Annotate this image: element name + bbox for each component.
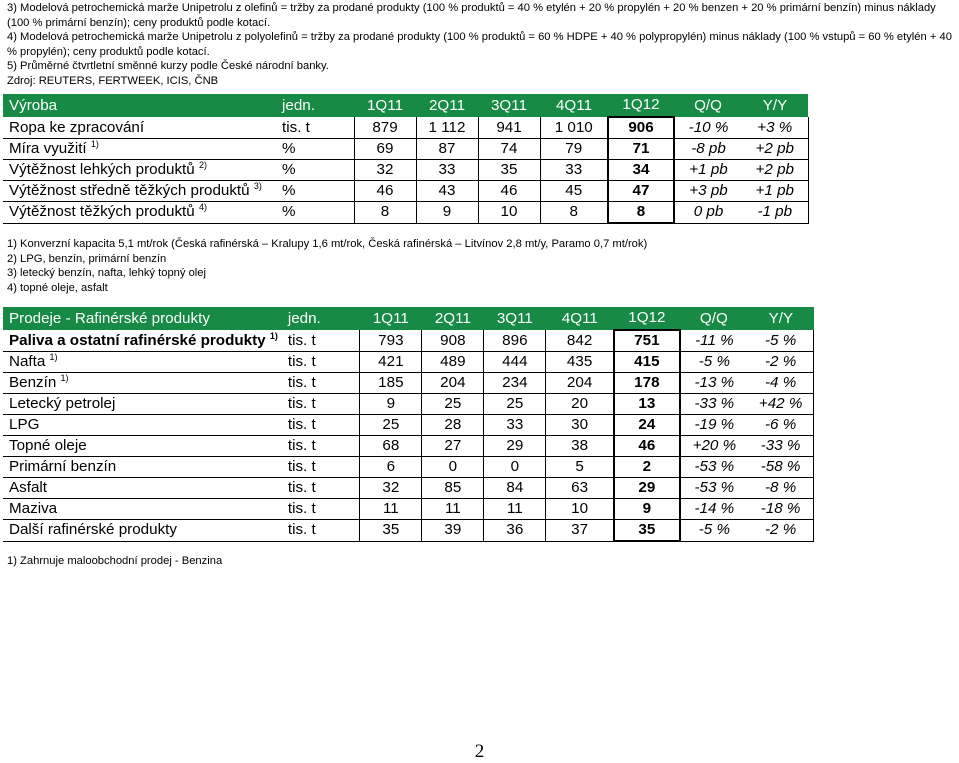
row-label-cell <box>3 415 283 436</box>
header-cell: 3Q11 <box>484 307 546 330</box>
footnote: 2) LPG, benzín, primární benzín <box>7 252 167 265</box>
value-cell: 29 <box>484 436 546 457</box>
header-cell: Q/Q <box>674 94 742 117</box>
header-cell: jedn. <box>283 307 360 330</box>
yoy-change-cell: -18 % <box>748 499 814 520</box>
value-cell: 27 <box>422 436 484 457</box>
yoy-change-cell: -5 % <box>748 330 814 352</box>
row-label-cell <box>3 330 283 352</box>
unit-cell: tis. t <box>283 394 360 415</box>
value-cell: 0 <box>484 457 546 478</box>
value-cell: 32 <box>360 478 422 499</box>
value-cell: 0 <box>422 457 484 478</box>
production-table <box>3 94 809 224</box>
table-row <box>3 202 808 224</box>
qoq-change-cell: -53 % <box>680 457 748 478</box>
qoq-change-cell: +1 pb <box>674 160 742 181</box>
footnote-ref: 2) <box>198 160 207 170</box>
row-label: Asfalt <box>9 479 47 496</box>
table-header-row <box>3 94 808 117</box>
header-cell: Y/Y <box>742 94 808 117</box>
qoq-change-cell: -19 % <box>680 415 748 436</box>
row-label: Další rafinérské produkty <box>9 521 177 539</box>
value-cell: 37 <box>546 520 614 542</box>
value-cell: 204 <box>422 373 484 394</box>
value-cell: 68 <box>360 436 422 457</box>
value-cell: 234 <box>484 373 546 394</box>
table-row <box>3 394 814 415</box>
value-cell: 46 <box>478 181 540 202</box>
current-quarter-cell: 29 <box>614 478 680 499</box>
source-note: Zdroj: REUTERS, FERTWEEK, ICIS, ČNB <box>7 74 219 87</box>
row-label: Primární benzín <box>9 458 117 475</box>
table-row <box>3 160 808 181</box>
footnote-ref: 4) <box>198 202 207 213</box>
value-cell: 11 <box>360 499 422 520</box>
value-cell: 9 <box>416 202 478 224</box>
value-cell: 35 <box>478 160 540 181</box>
table-row <box>3 457 814 478</box>
qoq-change-cell: -14 % <box>680 499 748 520</box>
value-cell: 45 <box>540 181 608 202</box>
footnote: 4) topné oleje, asfalt <box>7 281 108 294</box>
header-cell: 2Q11 <box>416 94 478 117</box>
value-cell: 87 <box>416 139 478 160</box>
value-cell: 32 <box>354 160 416 181</box>
value-cell: 435 <box>546 352 614 373</box>
unit-cell: tis. t <box>283 499 360 520</box>
value-cell: 25 <box>422 394 484 415</box>
value-cell: 879 <box>354 117 416 139</box>
value-cell: 10 <box>546 499 614 520</box>
value-cell: 421 <box>360 352 422 373</box>
value-cell: 69 <box>354 139 416 160</box>
header-cell: 4Q11 <box>540 94 608 117</box>
value-cell: 63 <box>546 478 614 499</box>
sales-footnotes <box>7 554 222 569</box>
value-cell: 30 <box>546 415 614 436</box>
row-label-cell <box>3 520 283 542</box>
page-number: 2 <box>474 741 485 762</box>
top-footnotes <box>7 1 955 89</box>
current-quarter-cell: 415 <box>614 352 680 373</box>
table-row <box>3 139 808 160</box>
value-cell: 33 <box>416 160 478 181</box>
value-cell: 185 <box>360 373 422 394</box>
row-label-cell <box>3 117 277 139</box>
footnote-ref: 1) <box>49 352 58 362</box>
table-row <box>3 330 814 352</box>
table-row <box>3 415 814 436</box>
value-cell: 8 <box>354 202 416 224</box>
value-cell: 85 <box>422 478 484 499</box>
row-label-cell <box>3 478 283 499</box>
current-quarter-cell: 9 <box>614 499 680 520</box>
table-row <box>3 478 814 499</box>
value-cell: 39 <box>422 520 484 542</box>
yoy-change-cell: -4 % <box>748 373 814 394</box>
current-quarter-cell: 178 <box>614 373 680 394</box>
value-cell: 9 <box>360 394 422 415</box>
value-cell: 46 <box>354 181 416 202</box>
header-cell: 1Q12 <box>614 307 680 330</box>
value-cell: 38 <box>546 436 614 457</box>
value-cell: 84 <box>484 478 546 499</box>
yoy-change-cell: +42 % <box>748 394 814 415</box>
value-cell: 11 <box>484 499 546 520</box>
row-label-cell <box>3 394 283 415</box>
unit-cell: % <box>277 160 354 181</box>
value-cell: 43 <box>416 181 478 202</box>
production-table-body <box>3 117 808 223</box>
production-footnotes <box>7 237 647 295</box>
table-row <box>3 352 814 373</box>
value-cell: 793 <box>360 330 422 352</box>
value-cell: 10 <box>478 202 540 224</box>
header-cell: 4Q11 <box>546 307 614 330</box>
unit-cell: tis. t <box>283 478 360 499</box>
sales-table-body <box>3 330 814 541</box>
yoy-change-cell: +1 pb <box>742 181 808 202</box>
row-label: Paliva a ostatní rafinérské produkty <box>9 331 266 349</box>
table-row <box>3 520 814 542</box>
yoy-change-cell: +2 pb <box>742 160 808 181</box>
value-cell: 8 <box>540 202 608 224</box>
unit-cell: tis. t <box>283 352 360 373</box>
current-quarter-cell: 24 <box>614 415 680 436</box>
qoq-change-cell: +20 % <box>680 436 748 457</box>
footnote: 1) Zahrnuje maloobchodní prodej - Benzina <box>7 555 223 567</box>
unit-cell: tis. t <box>283 330 360 352</box>
qoq-change-cell: -33 % <box>680 394 748 415</box>
footnote: 1) Konverzní kapacita 5,1 mt/rok (Česká rafinérská – Kralupy 1,6 mt/rok, Česká rafinérská – Litvínov 2,8 mt/y, Paramo 0,7 mt/rok) <box>7 238 648 250</box>
qoq-change-cell: -10 % <box>674 117 742 139</box>
current-quarter-cell: 46 <box>614 436 680 457</box>
value-cell: 11 <box>422 499 484 520</box>
row-label-cell <box>3 457 283 478</box>
qoq-change-cell: -5 % <box>680 520 748 542</box>
unit-cell: % <box>277 202 354 224</box>
current-quarter-cell: 13 <box>614 394 680 415</box>
yoy-change-cell: -6 % <box>748 415 814 436</box>
current-quarter-cell: 47 <box>608 181 674 202</box>
header-cell: 1Q12 <box>608 94 674 117</box>
value-cell: 1 010 <box>540 117 608 139</box>
row-label: Letecký petrolej <box>9 395 116 412</box>
header-cell: Y/Y <box>748 307 814 330</box>
value-cell: 20 <box>546 394 614 415</box>
value-cell: 74 <box>478 139 540 160</box>
value-cell: 28 <box>422 415 484 436</box>
header-cell: jedn. <box>277 94 354 117</box>
current-quarter-cell: 35 <box>614 520 680 542</box>
qoq-change-cell: +3 pb <box>674 181 742 202</box>
sales-table <box>3 307 814 542</box>
header-cell: Q/Q <box>680 307 748 330</box>
current-quarter-cell: 2 <box>614 457 680 478</box>
row-label-cell <box>3 499 283 520</box>
current-quarter-cell: 34 <box>608 160 674 181</box>
qoq-change-cell: -8 pb <box>674 139 742 160</box>
yoy-change-cell: -2 % <box>748 352 814 373</box>
unit-cell: tis. t <box>283 436 360 457</box>
row-label: Míra využití <box>9 140 87 157</box>
row-label-cell <box>3 202 277 224</box>
header-cell: 1Q11 <box>354 94 416 117</box>
table-row <box>3 499 814 520</box>
value-cell: 25 <box>484 394 546 415</box>
row-label-cell <box>3 139 277 160</box>
value-cell: 25 <box>360 415 422 436</box>
unit-cell: tis. t <box>283 373 360 394</box>
table-row <box>3 436 814 457</box>
row-label: Topné oleje <box>9 437 87 454</box>
yoy-change-cell: -33 % <box>748 436 814 457</box>
value-cell: 33 <box>540 160 608 181</box>
row-label: Ropa ke zpracování <box>9 118 145 136</box>
qoq-change-cell: -11 % <box>680 330 748 352</box>
value-cell: 896 <box>484 330 546 352</box>
header-cell: Výroba <box>3 94 277 117</box>
footnote: 5) Průměrné čtvrtletní směnné kurzy podle České národní banky. <box>7 60 329 73</box>
value-cell: 79 <box>540 139 608 160</box>
value-cell: 36 <box>484 520 546 542</box>
row-label-cell <box>3 373 283 394</box>
footnote-ref: 1) <box>269 330 278 341</box>
header-cell: 3Q11 <box>478 94 540 117</box>
row-label: Výtěžnost lehkých produktů <box>9 161 195 178</box>
row-label-cell <box>3 160 277 181</box>
row-label-cell <box>3 352 283 373</box>
row-label: Nafta <box>9 353 46 370</box>
qoq-change-cell: -13 % <box>680 373 748 394</box>
current-quarter-cell: 8 <box>608 202 674 224</box>
footnote: 4) Modelová petrochemická marže Unipetrolu z polyolefinů = tržby za prodané produkty (100 % produktů = 60 % HDPE + 40 % polypropylén) minus náklady (100 % vstupů = 60 % etylén + 40 % propylén); ceny produktů podle kotací. <box>7 31 952 58</box>
value-cell: 444 <box>484 352 546 373</box>
yoy-change-cell: -1 pb <box>742 202 808 224</box>
value-cell: 842 <box>546 330 614 352</box>
footnote-ref: 1) <box>60 373 69 383</box>
value-cell: 1 112 <box>416 117 478 139</box>
footnote: 3) letecký benzín, nafta, lehký topný olej <box>7 267 207 280</box>
footnote: 3) Modelová petrochemická marže Unipetrolu z olefinů = tržby za prodané produkty (100 % produktů = 40 % etylén + 20 % propylén + 20 % benzen + 20 % primární benzín) minus náklady (100 % primární benzín); ceny produktů podle kotací. <box>7 2 936 29</box>
unit-cell: % <box>277 139 354 160</box>
header-cell: Prodeje - Rafinérské produkty <box>3 307 283 330</box>
qoq-change-cell: -5 % <box>680 352 748 373</box>
current-quarter-cell: 906 <box>608 117 674 139</box>
footnote-ref: 3) <box>253 181 262 191</box>
value-cell: 908 <box>422 330 484 352</box>
table-row <box>3 373 814 394</box>
table-header-row <box>3 307 814 330</box>
unit-cell: tis. t <box>283 457 360 478</box>
current-quarter-cell: 71 <box>608 139 674 160</box>
qoq-change-cell: 0 pb <box>674 202 742 224</box>
unit-cell: % <box>277 181 354 202</box>
qoq-change-cell: -53 % <box>680 478 748 499</box>
row-label: Benzín <box>9 374 57 391</box>
yoy-change-cell: -8 % <box>748 478 814 499</box>
value-cell: 6 <box>360 457 422 478</box>
row-label: Výtěžnost těžkých produktů <box>9 203 195 221</box>
row-label-cell <box>3 436 283 457</box>
table-row <box>3 181 808 202</box>
header-cell: 1Q11 <box>360 307 422 330</box>
yoy-change-cell: +3 % <box>742 117 808 139</box>
value-cell: 204 <box>546 373 614 394</box>
value-cell: 941 <box>478 117 540 139</box>
footnote-ref: 1) <box>90 139 99 149</box>
yoy-change-cell: -58 % <box>748 457 814 478</box>
unit-cell: tis. t <box>277 117 354 139</box>
value-cell: 35 <box>360 520 422 542</box>
unit-cell: tis. t <box>283 415 360 436</box>
table-row <box>3 117 808 139</box>
unit-cell: tis. t <box>283 520 360 542</box>
current-quarter-cell: 751 <box>614 330 680 352</box>
yoy-change-cell: +2 pb <box>742 139 808 160</box>
row-label-cell <box>3 181 277 202</box>
value-cell: 489 <box>422 352 484 373</box>
row-label: Maziva <box>9 500 58 517</box>
row-label: Výtěžnost středně těžkých produktů <box>9 182 250 199</box>
value-cell: 5 <box>546 457 614 478</box>
header-cell: 2Q11 <box>422 307 484 330</box>
yoy-change-cell: -2 % <box>748 520 814 542</box>
row-label: LPG <box>9 416 40 433</box>
value-cell: 33 <box>484 415 546 436</box>
